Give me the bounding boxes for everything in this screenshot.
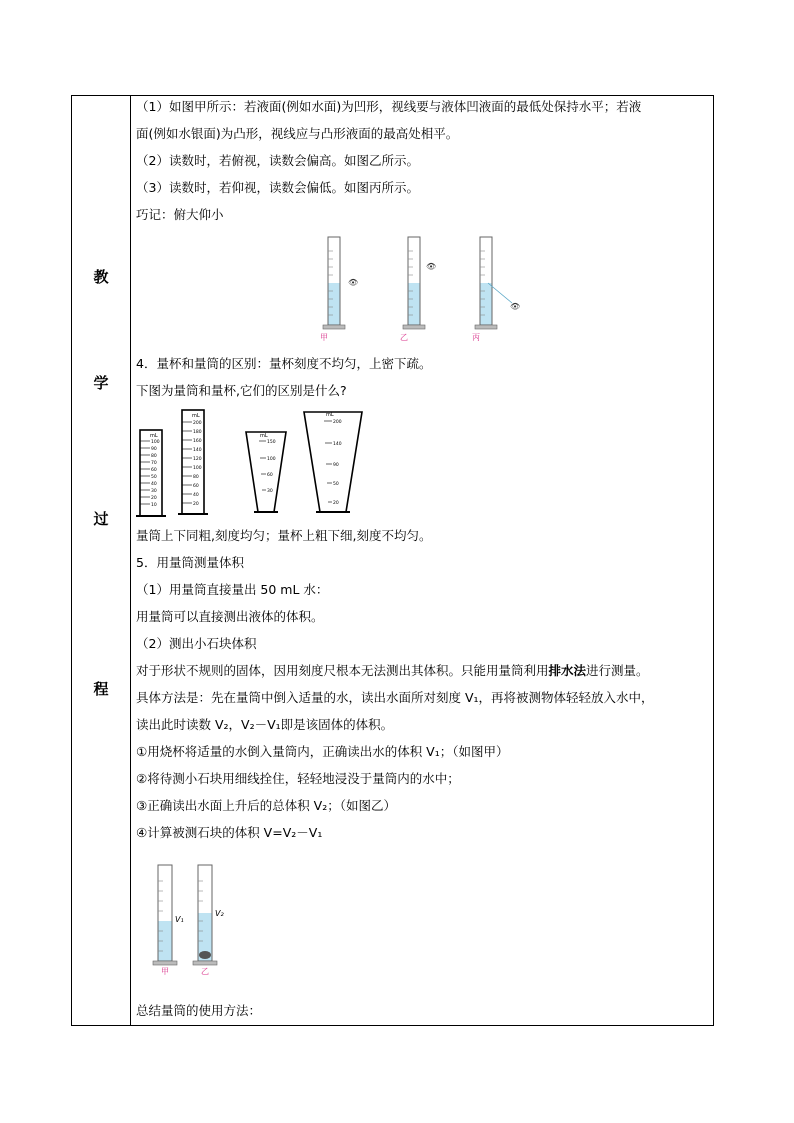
lesson-table: [71, 95, 714, 1026]
svg-text:40: 40: [193, 493, 199, 498]
measuring-beaker-200: [304, 412, 362, 512]
text-line: 面(例如水银面)为凸形，视线应与凸形液面的最高处相平。: [136, 126, 459, 141]
v1-label: V₁: [175, 915, 184, 924]
side-label-guo: 过: [93, 510, 109, 528]
svg-text:50: 50: [333, 482, 339, 487]
stone-icon: [199, 951, 211, 959]
svg-text:mL: mL: [260, 433, 268, 439]
svg-text:20: 20: [151, 496, 157, 501]
text-span: 对于形状不规则的固体，因用刻度尺根本无法测出其体积。只能用量筒利用: [136, 663, 549, 678]
svg-text:👁: 👁: [510, 302, 521, 311]
measuring-cylinder-100: [136, 430, 166, 516]
svg-text:70: 70: [151, 461, 157, 466]
svg-text:160: 160: [193, 439, 202, 444]
figure1-label-jia: 甲: [320, 333, 328, 342]
text-line: （2）测出小石块体积: [136, 636, 257, 651]
svg-text:mL: mL: [150, 433, 158, 439]
svg-text:30: 30: [151, 489, 157, 494]
svg-text:200: 200: [193, 421, 202, 426]
text-line: 量筒上下同粗,刻度均匀；量杯上粗下细,刻度不均匀。: [136, 528, 432, 543]
svg-text:60: 60: [151, 468, 157, 473]
text-line: ④计算被测石块的体积 V=V₂－V₁: [136, 825, 323, 840]
figure3-label-yi: 乙: [201, 967, 209, 976]
svg-text:140: 140: [193, 448, 202, 453]
svg-text:20: 20: [193, 502, 199, 507]
text-line: ①用烧杯将适量的水倒入量筒内，正确读出水的体积 V₁；（如图甲）: [136, 744, 509, 759]
svg-text:40: 40: [151, 482, 157, 487]
text-line: 下图为量筒和量杯,它们的区别是什么?: [136, 383, 347, 398]
text-line: （2）读数时，若俯视，读数会偏高。如图乙所示。: [136, 153, 419, 168]
reading-figure: [316, 231, 546, 341]
v2-label: V₂: [215, 909, 224, 918]
measuring-beaker-150: [246, 432, 286, 512]
svg-text:100: 100: [267, 457, 276, 462]
text-line: ③正确读出水面上升后的总体积 V₂；（如图乙）: [136, 798, 396, 813]
text-line: 读出此时读数 V₂，V₂－V₁即是该固体的体积。: [136, 717, 394, 732]
svg-text:10: 10: [151, 503, 157, 508]
figure1-label-bing: 丙: [472, 333, 480, 342]
svg-text:50: 50: [151, 475, 157, 480]
svg-text:30: 30: [267, 489, 273, 494]
cylinder-yi: [403, 237, 436, 329]
column-divider: [130, 96, 131, 1025]
text-line: 总结量筒的使用方法：: [136, 1003, 262, 1018]
cylinder-bing: [475, 237, 520, 329]
figure3-label-jia: 甲: [161, 967, 169, 976]
text-span: 进行测量。: [586, 663, 649, 678]
svg-text:200: 200: [333, 420, 342, 425]
side-label-xue: 学: [93, 374, 109, 392]
side-label-cheng: 程: [93, 680, 109, 698]
figure1-label-yi: 乙: [400, 333, 408, 342]
svg-text:180: 180: [193, 430, 202, 435]
svg-text:90: 90: [333, 463, 339, 468]
text-line: 用量筒可以直接测出液体的体积。: [136, 609, 324, 624]
svg-text:👁: 👁: [426, 262, 437, 271]
stone-volume-figure: [148, 861, 238, 976]
cylinder-beaker-figure: [136, 406, 376, 521]
text-line: 5．用量筒测量体积: [136, 555, 244, 570]
svg-text:60: 60: [267, 473, 273, 478]
text-line: ②将待测小石块用细线拴住，轻轻地浸没于量筒内的水中；: [136, 771, 460, 786]
side-label-jiao: 教: [93, 268, 109, 286]
svg-text:20: 20: [333, 501, 339, 506]
svg-text:👁: 👁: [348, 278, 359, 287]
measuring-cylinder-200: [178, 410, 208, 514]
svg-text:60: 60: [193, 484, 199, 489]
cylinder-v1: [153, 865, 177, 965]
svg-text:120: 120: [193, 457, 202, 462]
text-line: 具体方法是：先在量筒中倒入适量的水，读出水面所对刻度 V₁，再将被测物体轻轻放入水中，: [136, 690, 654, 705]
text-line: 巧记：俯大仰小: [136, 207, 224, 222]
text-line: （3）读数时，若仰视，读数会偏低。如图丙所示。: [136, 180, 419, 195]
svg-text:mL: mL: [192, 413, 200, 419]
drainage-method-term: 排水法: [548, 663, 587, 678]
content-cell: [136, 96, 711, 1025]
svg-text:100: 100: [193, 466, 202, 471]
svg-text:150: 150: [267, 440, 276, 445]
svg-text:80: 80: [151, 454, 157, 459]
cylinder-v2: [193, 865, 217, 965]
svg-text:100: 100: [151, 440, 160, 445]
text-line: （1）如图甲所示：若液面(例如水面)为凹形，视线要与液体凹液面的最低处保持水平；若液: [136, 99, 642, 114]
text-line: 4．量杯和量筒的区别：量杯刻度不均匀，上密下疏。: [136, 356, 432, 371]
text-line: （1）用量筒直接量出 50 mL 水：: [136, 582, 329, 597]
svg-text:90: 90: [151, 447, 157, 452]
svg-text:80: 80: [193, 475, 199, 480]
cylinder-jia: [323, 237, 358, 329]
svg-text:mL: mL: [326, 412, 334, 418]
svg-text:140: 140: [333, 442, 342, 447]
text-line: [136, 663, 649, 679]
